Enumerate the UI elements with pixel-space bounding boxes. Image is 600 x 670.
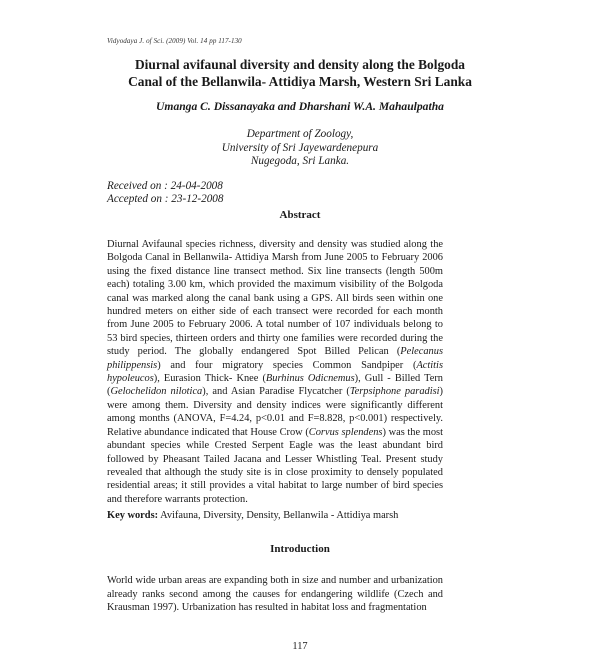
affiliation-dept: Department of Zoology,: [246, 128, 354, 140]
introduction-heading: Introduction: [270, 543, 330, 555]
authors: Umanga C. Dissanayaka and Dharshani W.A. Mahaulpatha: [156, 100, 444, 113]
journal-header: Vidyodaya J. of Sci. (2009) Vol. 14 pp 117-130: [107, 37, 242, 45]
title-line-2: Canal of the Bellanwila- Attidiya Marsh, Western Sri Lanka: [128, 74, 472, 89]
abstract-part-2: ) and four migratory species Common Sandpiper (: [157, 359, 417, 371]
affiliation: [190, 128, 410, 169]
species-gelochelidon: Gelochelidon nilotica: [110, 386, 203, 398]
title-line-1: Diurnal avifaunal diversity and density along the Bolgoda: [135, 57, 465, 72]
abstract-part-1: Diurnal Avifaunal species richness, diversity and density was studied along the Bolgoda Canal in Bellanwila- Attidiya Marsh from June 2005 to February 2006 using the fixed distance line transect method. Six line transects (length 500m each) totaling 3.00 km, which provided the maximum visibility of the Bolgoda canal was marked along the canal bank using a GPS. All birds seen within one hundred meters on either side of each transect were recorded for each month from June 2005 to February 2006. A total number of 107 individuals belong to 53 bird species, thirteen orders and thirty one families were recorded during the study period. The globally endangered Spot Billed Pelican (: [107, 239, 443, 358]
affiliation-city: Nugegoda, Sri Lanka.: [250, 155, 350, 167]
species-pelecanus: Pelecanus philippensis: [107, 346, 443, 371]
abstract-part-7: ) was the most abundant species while Crested Serpent Eagle was the least abundant bird followed by Pheasant Tailed Jacana and Lesser Whistling Teal. Present study revealed that although the study site is in close proximity to densely populated residential areas; it still provides a vital habitat to large number of bird species and therefore warrants protection.: [107, 426, 443, 505]
abstract-body: [107, 238, 443, 506]
accepted-date: Accepted on : 23-12-2008: [107, 192, 224, 205]
species-terpsiphone: Terpsiphone paradisi: [349, 386, 440, 398]
abstract-part-5: ), and Asian Paradise Flycatcher (: [202, 386, 350, 398]
species-actitis: Actitis hypoleucos: [107, 359, 443, 385]
keywords-label: Key words:: [107, 510, 159, 521]
keywords: [107, 510, 447, 521]
page-number: 117: [292, 641, 308, 652]
species-corvus: Corvus splendens: [308, 426, 383, 438]
introduction-body: World wide urban areas are expanding both in size and number and urbanization already ranks second among the causes for endangering wildlife (Czech and Krausman 1997). Urbanization has resulted in habitat loss and fragmentation: [107, 575, 443, 614]
paper-title: [80, 56, 520, 90]
species-burhinus: Burhinus Odicnemus: [265, 373, 355, 385]
abstract-part-6: ) were among them. Diversity and density indices were significantly different among months (ANOVA, F=4.24, p<0.01 and F=8.828, p<0.001) respectively. Relative abundance indicated that House Crow (: [107, 386, 443, 438]
affiliation-university: University of Sri Jayewardenepura: [221, 141, 379, 154]
abstract-part-4: ), Gull - Billed Tern (: [107, 373, 443, 398]
keywords-list: Avifauna, Diversity, Density, Bellanwila - Attidiya marsh: [158, 510, 399, 521]
abstract-heading: Abstract: [279, 209, 321, 221]
submission-dates: [107, 180, 224, 205]
abstract-part-3: ), Eurasion Thick- Knee (: [153, 373, 266, 385]
received-date: Received on : 24-04-2008: [107, 180, 223, 192]
